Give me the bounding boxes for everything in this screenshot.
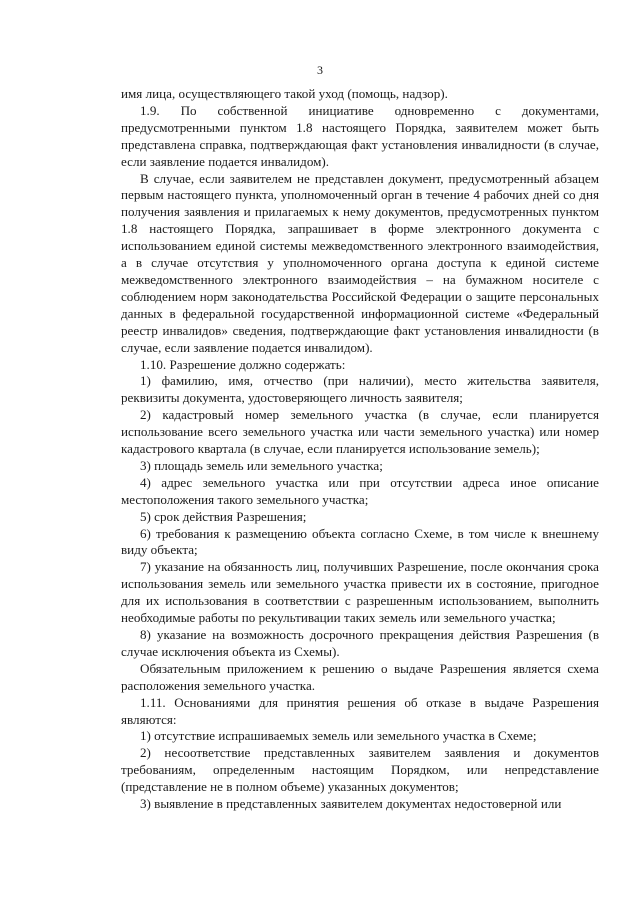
- paragraph: 3) выявление в представленных заявителем документах недостоверной или: [140, 796, 562, 812]
- paragraph: В случае, если заявителем не представлен документ, предусмотренный абзацем первым настоящего пункта, уполномоченный орган в течение 4 рабочих дней со дня получения заявления и прилагаемых к нему документов, предусмотренных пунктом 1.8 настоящего Порядка, запрашивает в форме электронного документа с использованием единой системы межведомственного электронного взаимодействия, а в случае отсутствия у уполномоченного органа доступа к единой системе межведомственного электронного взаимодействия – на бумажном носителе с соблюдением норм законодательства Российской Федерации о защите персональных данных в федеральной государственной информационной системе «Федеральный реестр инвалидов» сведения, подтверждающие факт установления инвалидности (в случае, если заявление подается инвалидом).: [121, 170, 599, 355]
- paragraph: 1.10. Разрешение должно содержать:: [140, 356, 346, 372]
- paragraph: 6) требования к размещению объекта согласно Схеме, в том числе к внешнему виду объекта;: [121, 525, 599, 558]
- page-number: 3: [317, 63, 323, 77]
- paragraph: имя лица, осуществляющего такой уход (помощь, надзор).: [121, 86, 448, 101]
- paragraph: 4) адрес земельного участка или при отсутствии адреса иное описание местоположения такого земельного участка;: [121, 474, 599, 507]
- paragraph: 7) указание на обязанность лиц, получивших Разрешение, после окончания срока использования земель или земельного участка привести их в состояние, пригодное для их использования в соответствии с разрешенным использованием, выполнить необходимые работы по рекультивации таких земель или земельного участка;: [121, 559, 599, 626]
- paragraph: Обязательным приложением к решению о выдаче Разрешения является схема расположения земельного участка.: [121, 660, 599, 693]
- paragraph: 1) фамилию, имя, отчество (при наличии), место жительства заявителя, реквизиты документа, удостоверяющего личность заявителя;: [121, 373, 599, 406]
- paragraph: 1.9. По собственной инициативе одновременно с документами, предусмотренными пунктом 1.8 настоящего Порядка, заявителем может быть представлена справка, подтверждающая факт установления инвалидности (в случае, если заявление подается инвалидом).: [121, 102, 599, 169]
- paragraph: 1.11. Основаниями для принятия решения об отказе в выдаче Разрешения являются:: [121, 694, 599, 727]
- paragraph: 3) площадь земель или земельного участка;: [140, 457, 383, 473]
- paragraph: 8) указание на возможность досрочного прекращения действия Разрешения (в случае исключения объекта из Схемы).: [121, 627, 599, 659]
- paragraph: 2) кадастровый номер земельного участка (в случае, если планируется использование всего земельного участка или части земельного участка) или номер кадастрового квартала (в случае, если планируется использование земель);: [121, 407, 599, 457]
- paragraph: 5) срок действия Разрешения;: [140, 508, 307, 524]
- document-body: [121, 86, 599, 813]
- paragraph: 2) несоответствие представленных заявителем заявления и документов требованиям, определенным настоящим Порядком, или непредставление (представление не в полном объеме) указанных документов;: [121, 745, 599, 795]
- paragraph: 1) отсутствие испрашиваемых земель или земельного участка в Схеме;: [140, 728, 537, 744]
